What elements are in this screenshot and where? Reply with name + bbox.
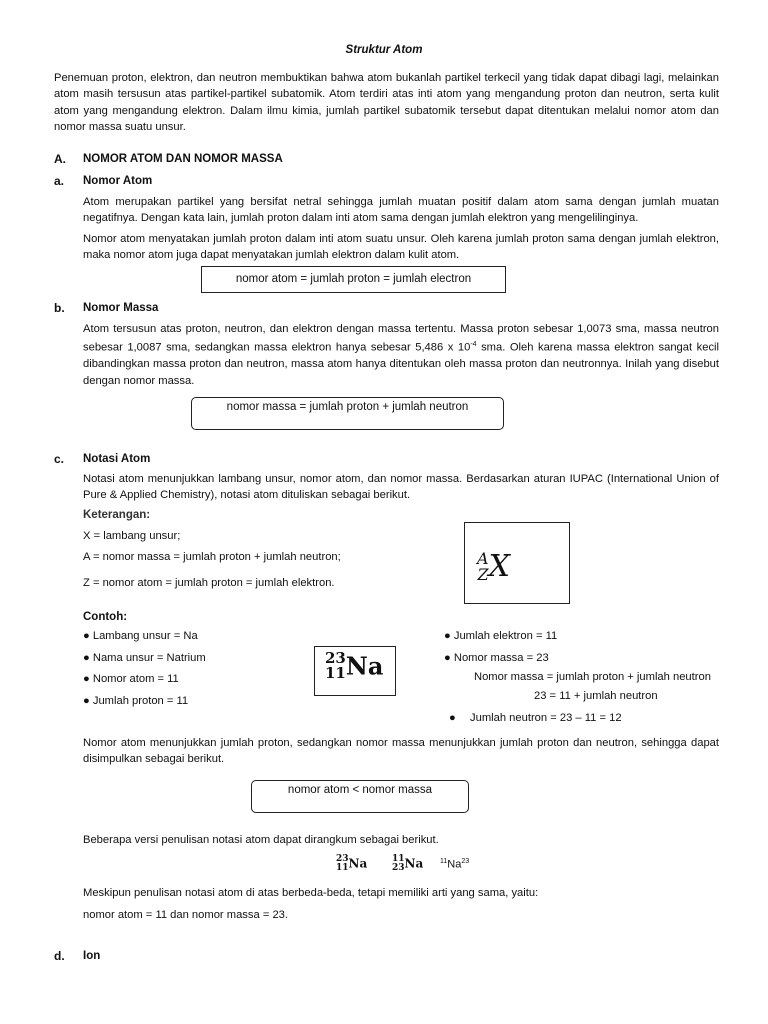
notation-atomic-number: Z (477, 564, 489, 584)
sub-c-letter: c. (54, 452, 65, 466)
versi-2-top: 11 (392, 853, 405, 864)
notation-mass-number: A (477, 548, 489, 568)
versi-notasi-2 (392, 853, 423, 873)
notasi-atom-paragraph: Notasi atom menunjukkan lambang unsur, nomor atom, dan nomor massa. Berdasarkan aturan IUPAC (International Union of Pure & Applied Chemistry), notasi atom dituliskan sebagai berikut. (83, 473, 719, 502)
contoh-jumlah-elektron: ● Jumlah elektron = 11 (444, 630, 558, 642)
versi-2-element: Na (404, 856, 424, 871)
keterangan-label: Keterangan: (83, 509, 151, 521)
notation-symbol (477, 549, 510, 584)
section-a-letter: A. (54, 152, 66, 166)
contoh-nama: ● Nama unsur = Natrium (83, 652, 206, 664)
sub-d-title: Ion (83, 950, 101, 962)
keterangan-x: X = lambang unsur; (83, 530, 181, 542)
arti-paragraph: Meskipun penulisan notasi atom di atas berbeda-beda, tetapi memiliki arti yang sama, yaitu: (83, 887, 539, 899)
sub-c-title: Notasi Atom (83, 453, 151, 465)
contoh-label: Contoh: (83, 611, 128, 623)
natrium-symbol (325, 651, 383, 681)
nomor-atom-paragraph-2: Nomor atom menyatakan jumlah proton dalam inti atom suatu unsur. Oleh karena jumlah proton sama dengan jumlah elektron, maka nomor atom juga dapat menyatakan jumlah elektron dalam kulit atom. (83, 233, 719, 262)
nomor-massa-paragraph: Atom tersusun atas proton, neutron, dan elektron dengan massa tertentu. Massa proton sebesar 1,0073 sma, massa neutron sebesar 1,0087 sma, sedangkan massa elektron hanya sebesar 5,486 x $10^{-4}$ sma. Oleh karena massa elektron sangat kecil dibandingkan massa proton dan neutron, massa atom hanya ditentukan oleh massa proton dan neutronnya. Inilah yang disebut dengan nomor massa. (83, 323, 720, 387)
keterangan-z: Z = nomor atom = jumlah proton = jumlah elektron. (83, 577, 335, 589)
atom-notation-box (464, 522, 570, 604)
versi-notasi-1 (336, 853, 367, 873)
kesimpulan-formula-box: nomor atom < nomor massa (251, 780, 469, 813)
intro-paragraph: Penemuan proton, elektron, dan neutron membuktikan bahwa atom bukanlah partikel terkecil yang tidak dapat dibagi lagi, melainkan atom masih tersusun atas partikel-partikel subatomik. Atom terdiri atas inti atom yang mengandung proton dan neutron, serta kulit atom yang mengandung elektron. Dalam ilmu kimia, jumlah partikel subatomik tersebut dapat ditentukan melalui nomor atom dan nomor massa suatu unsur. (54, 72, 719, 133)
versi-3-pre: 11 (440, 858, 448, 865)
natrium-notation-box (314, 646, 396, 696)
sub-b-letter: b. (54, 301, 65, 315)
sub-a-letter: a. (54, 174, 65, 188)
contoh-nomor-massa-rumus: Nomor massa = jumlah proton + jumlah neutron (474, 671, 711, 683)
nomor-massa-formula-box: nomor massa = jumlah proton + jumlah neutron (191, 397, 504, 430)
arti-kesimpulan: nomor atom = 11 dan nomor massa = 23. (83, 909, 289, 921)
sub-d-letter: d. (54, 949, 65, 963)
sub-b-title: Nomor Massa (83, 302, 159, 314)
contoh-jumlah-neutron: Jumlah neutron = 23 – 11 = 12 (470, 712, 622, 724)
versi-3-element: Na (447, 858, 462, 871)
versi-1-element: Na (348, 856, 368, 871)
contoh-nomor-atom: ● Nomor atom = 11 (83, 673, 179, 685)
contoh-nomor-massa: ● Nomor massa = 23 (444, 652, 549, 664)
versi-3-post: 23 (461, 858, 470, 865)
contoh-nomor-massa-substitusi: 23 = 11 + jumlah neutron (534, 690, 658, 702)
versi-notasi-3 (440, 858, 469, 871)
versi-1-top: 23 (336, 853, 349, 864)
nomor-atom-paragraph-1: Atom merupakan partikel yang bersifat netral sehingga jumlah muatan positif dalam atom sama dengan jumlah muatan negatifnya. Dengan kata lain, jumlah proton dalam inti atom sama dengan jumlah elektron yang mengelilinginya. (83, 196, 719, 225)
natrium-mass-number: 23 (325, 649, 346, 667)
versi-2-bottom: 23 (392, 862, 405, 873)
natrium-element: Na (345, 651, 384, 681)
notation-element: X (488, 549, 510, 584)
versi-1-bottom: 11 (336, 862, 349, 873)
versi-paragraph: Beberapa versi penulisan notasi atom dapat dirangkum sebagai berikut. (83, 834, 439, 846)
kesimpulan-paragraph: Nomor atom menunjukkan jumlah proton, sedangkan nomor massa menunjukkan jumlah proton dan neutron, sehingga dapat disimpulkan sebagai berikut. (83, 737, 719, 766)
contoh-jumlah-proton: ● Jumlah proton = 11 (83, 695, 189, 707)
keterangan-a: A = nomor massa = jumlah proton + jumlah neutron; (83, 551, 341, 563)
contoh-lambang: ● Lambang unsur = Na (83, 630, 198, 642)
page-title: Struktur Atom (345, 44, 423, 56)
sub-a-title: Nomor Atom (83, 175, 153, 187)
section-a-title: NOMOR ATOM DAN NOMOR MASSA (83, 153, 283, 165)
contoh-bullet: ● (449, 712, 456, 724)
natrium-atomic-number: 11 (325, 664, 346, 682)
nomor-atom-formula-box: nomor atom = jumlah proton = jumlah electron (201, 266, 506, 293)
